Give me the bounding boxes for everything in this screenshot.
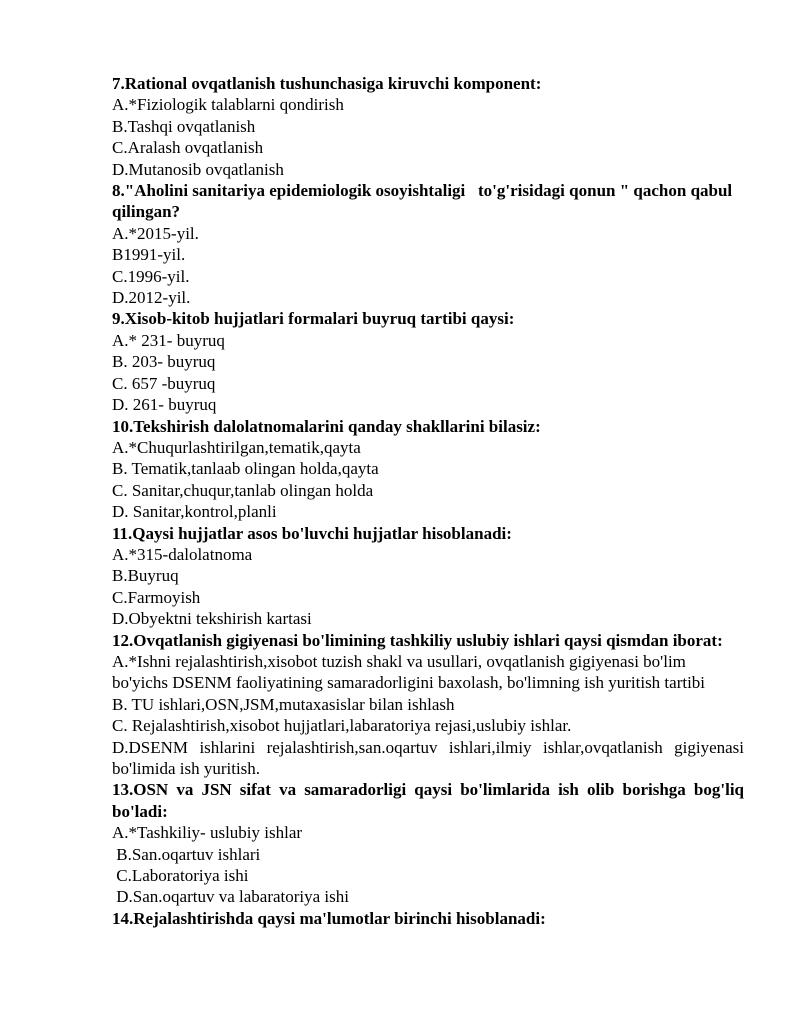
question-9: 9.Xisob-kitob hujjatlari formalari buyruq tartibi qaysi:: [112, 309, 515, 329]
question-13-option-c: C.Laboratoriya ishi: [112, 866, 249, 886]
question-10-option-c: C. Sanitar,chuqur,tanlab olingan holda: [112, 480, 374, 500]
question-8: 8."Aholini sanitariya epidemiologik osoyishtaligi to'g'risidagi qonun " qachon qabul qilingan?: [112, 181, 737, 222]
question-9-option-c: C. 657 -buyruq: [112, 373, 216, 393]
question-11-option-d: D.Obyektni tekshirish kartasi: [112, 609, 312, 629]
question-10-option-a: A.*Chuqurlashtirilgan,tematik,qayta: [112, 437, 361, 457]
question-8-option-b: B1991-yil.: [112, 245, 186, 265]
question-13-option-a: A.*Tashkiliy- uslubiy ishlar: [112, 823, 303, 843]
question-12-option-d: D.DSENM ishlarini rejalashtirish,san.oqartuv ishlari,ilmiy ishlar,ovqatlanish gigiyenasi bo'limida ish yuritish.: [112, 737, 744, 778]
question-7: 7.Rational ovqatlanish tushunchasiga kiruvchi komponent:: [112, 74, 542, 93]
question-12-option-b: B. TU ishlari,OSN,JSM,mutaxasislar bilan ishlash: [112, 694, 455, 714]
question-12-option-c: C. Rejalashtirish,xisobot hujjatlari,labaratoriya rejasi,uslubiy ishlar.: [112, 716, 572, 736]
question-7-option-c: C.Aralash ovqatlanish: [112, 138, 264, 158]
document-page: [112, 73, 744, 929]
question-12-option-a: A.*Ishni rejalashtirish,xisobot tuzish shakl va usullari, ovqatlanish gigiyenasi bo'lim bo'yichs DSENM faoliyatining samaradorligini baxolash, bo'limning ish yuritish tartibi: [112, 651, 706, 693]
question-13: 13.OSN va JSN sifat va samaradorligi qaysi bo'limlarida ish olib borishga bog'liq bo'ladi:: [112, 780, 744, 821]
question-10-option-b: B. Tematik,tanlaab olingan holda,qayta: [112, 459, 379, 479]
question-14: 14.Rejalashtirishda qaysi ma'lumotlar birinchi hisoblanadi:: [112, 908, 546, 928]
question-11-option-b: B.Buyruq: [112, 566, 179, 586]
question-13-option-b: B.San.oqartuv ishlari: [112, 844, 261, 864]
question-10: 10.Tekshirish dalolatnomalarini qanday shakllarini bilasiz:: [112, 416, 541, 436]
question-11: 11.Qaysi hujjatlar asos bo'luvchi hujjatlar hisoblanadi:: [112, 523, 512, 543]
question-9-option-b: B. 203- buyruq: [112, 352, 216, 372]
question-12: 12.Ovqatlanish gigiyenasi bo'limining tashkiliy uslubiy ishlari qaysi qismdan iborat:: [112, 630, 723, 650]
question-7-option-d: D.Mutanosib ovqatlanish: [112, 159, 284, 179]
question-7-option-b: B.Tashqi ovqatlanish: [112, 116, 256, 136]
question-11-option-c: C.Farmoyish: [112, 587, 201, 607]
question-9-option-d: D. 261- buyruq: [112, 395, 217, 415]
question-13-option-d: D.San.oqartuv va labaratoriya ishi: [112, 887, 349, 907]
question-8-option-d: D.2012-yil.: [112, 288, 191, 308]
question-9-option-a: A.* 231- buyruq: [112, 330, 225, 350]
question-8-option-a: A.*2015-yil.: [112, 223, 199, 243]
question-8-option-c: C.1996-yil.: [112, 266, 190, 286]
question-10-option-d: D. Sanitar,kontrol,planli: [112, 502, 277, 522]
question-11-option-a: A.*315-dalolatnoma: [112, 544, 253, 564]
question-7-option-a: A.*Fiziologik talablarni qondirish: [112, 95, 344, 115]
